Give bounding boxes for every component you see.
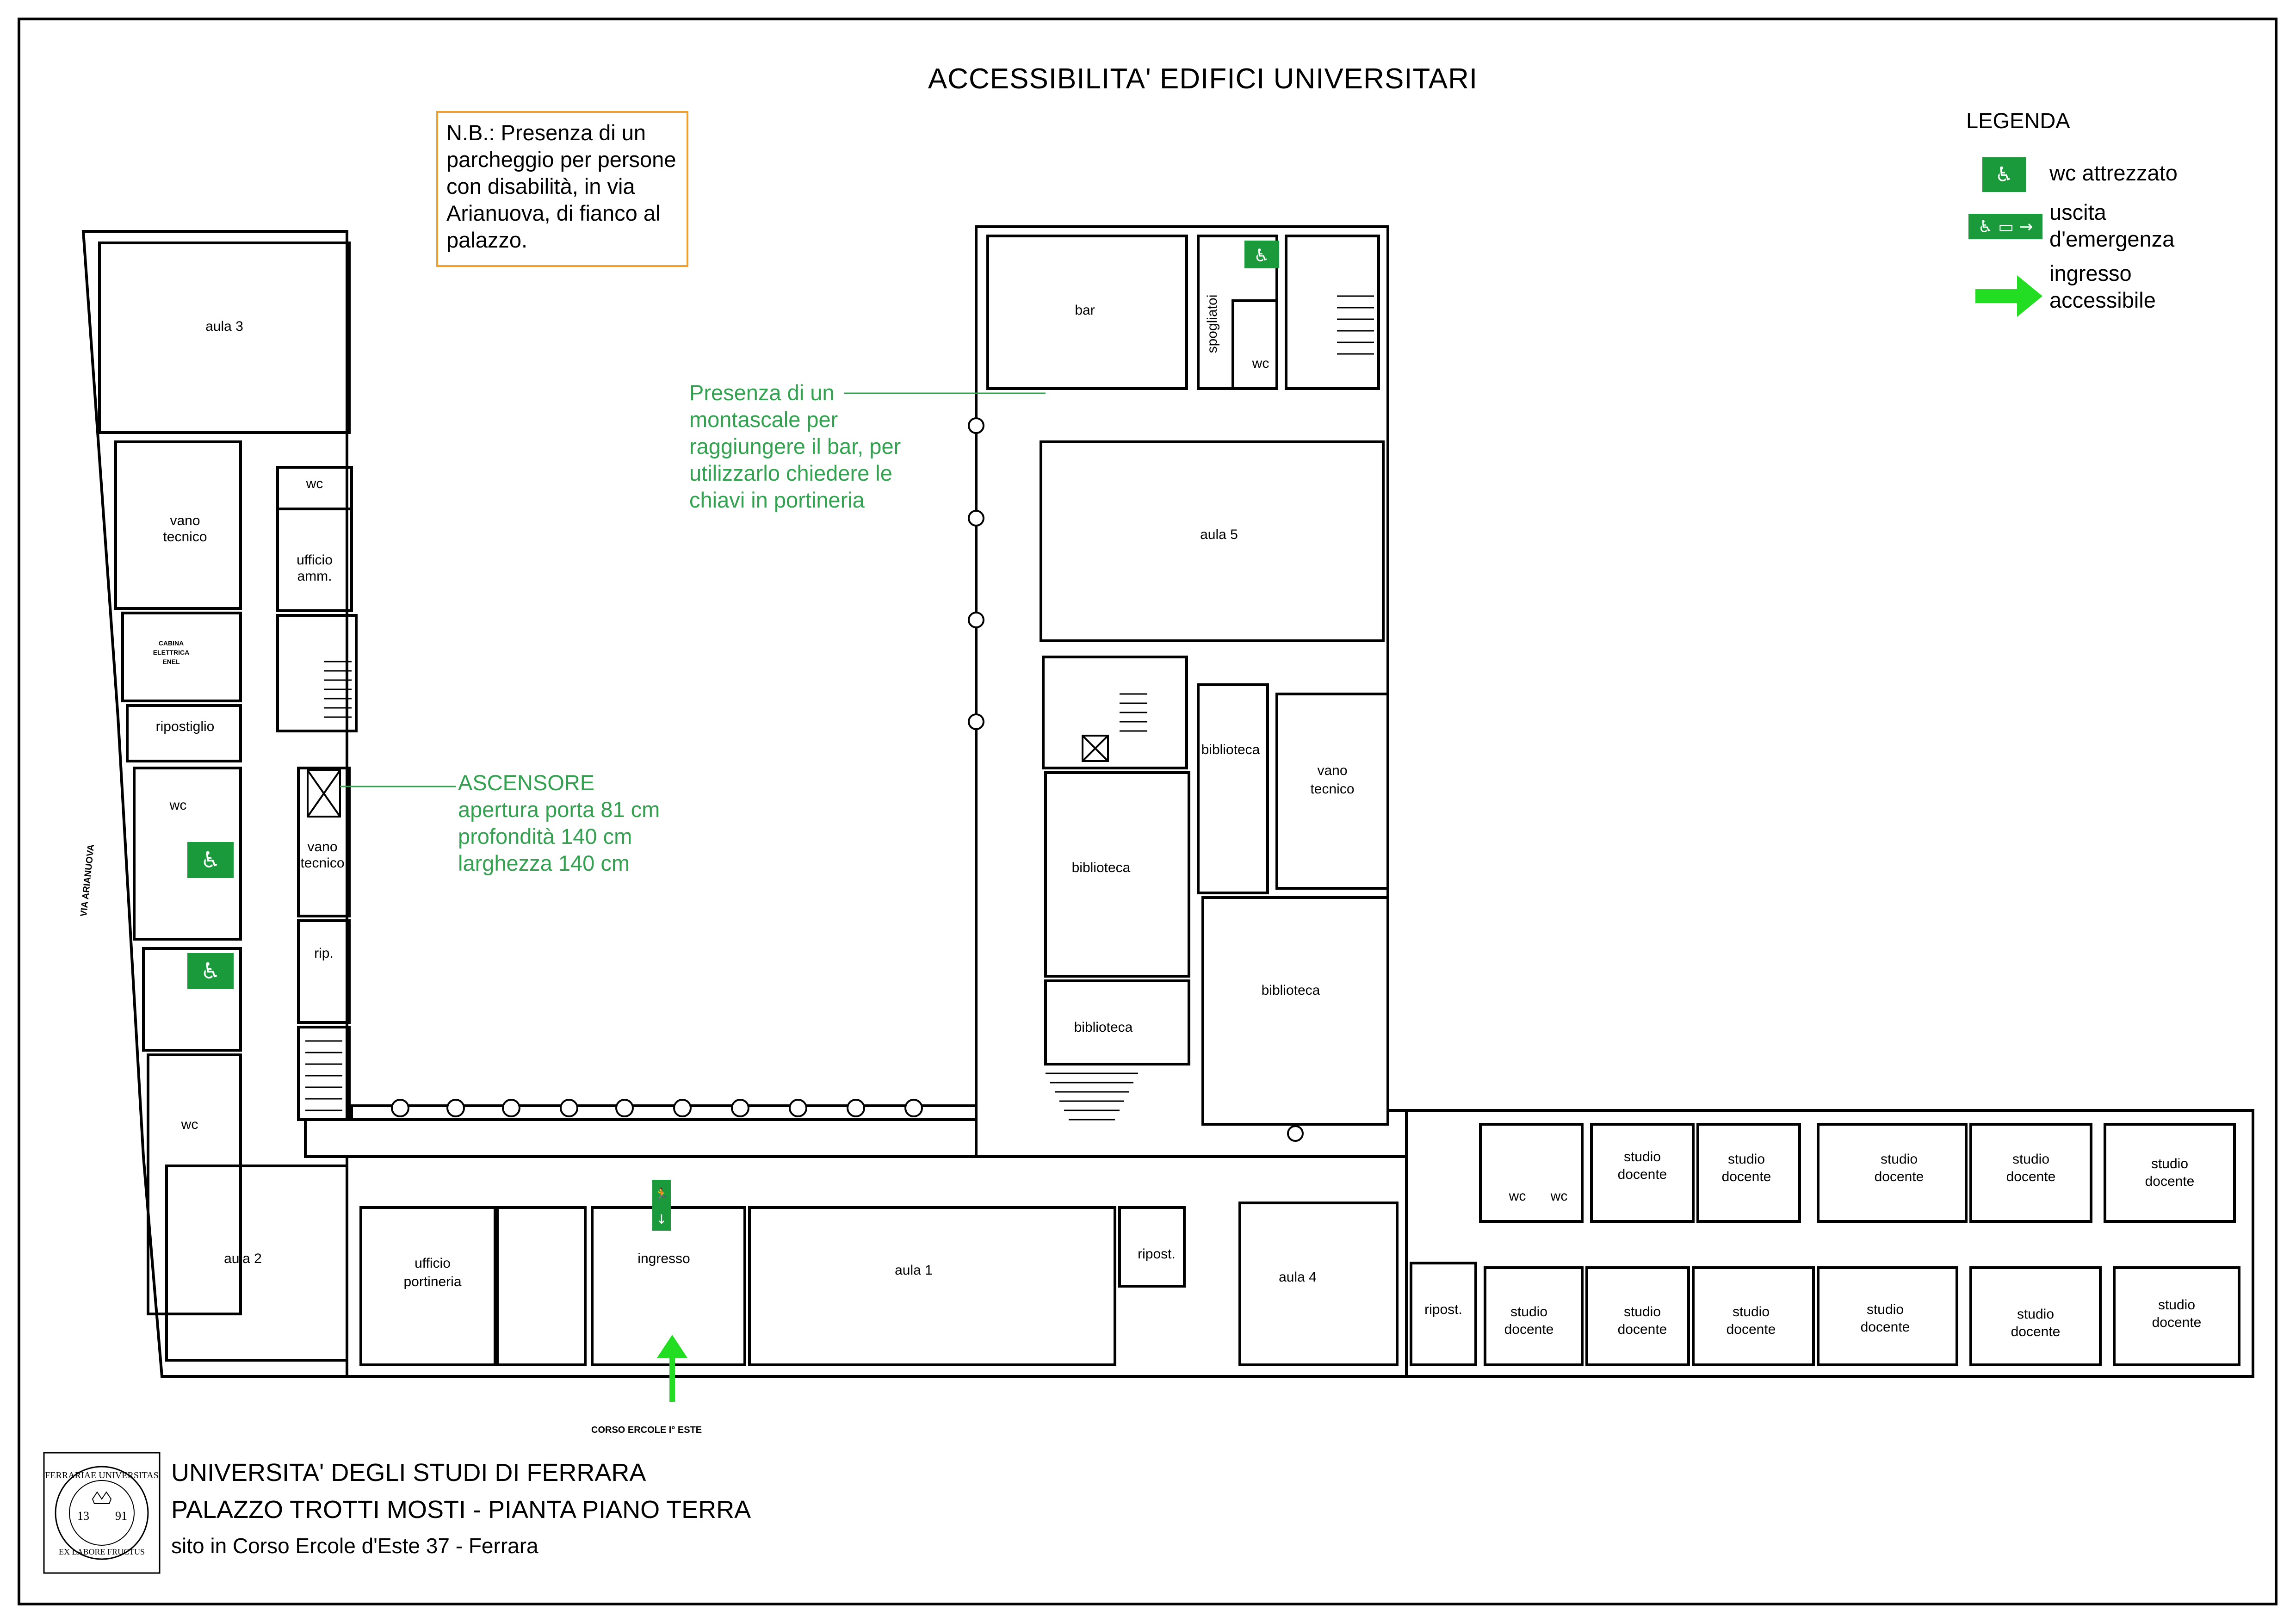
seal-bottom-text: EX LABORE FRUCTUS xyxy=(58,1547,145,1556)
biblioteca-4-room xyxy=(1203,898,1388,1124)
wheelchair-icon: ♿ xyxy=(200,847,221,873)
room-label-studio: studio xyxy=(2012,1152,2050,1167)
wheelchair-icon: ♿ xyxy=(1253,245,1270,266)
elevator-note-line: apertura porta 81 cm xyxy=(458,797,660,822)
seal-year-right: 91 xyxy=(115,1509,127,1523)
page-title: ACCESSIBILITA' EDIFICI UNIVERSITARI xyxy=(928,63,1478,95)
room-label-aula4: aula 4 xyxy=(1279,1270,1317,1285)
room-label-biblioteca: biblioteca xyxy=(1201,742,1260,757)
room-label-docente: docente xyxy=(1721,1169,1771,1184)
room-label-portineria: ufficio xyxy=(415,1256,451,1271)
column-icon xyxy=(732,1100,749,1116)
arrow-down-icon: ↓ xyxy=(656,1212,667,1227)
exit-arrow-icon: ♿ ▭ → xyxy=(1978,217,2033,236)
stair-room-north xyxy=(1286,236,1379,389)
legend-icons xyxy=(1968,157,2042,317)
stairs-south-center xyxy=(1046,1073,1138,1120)
center-block-outline xyxy=(976,227,1406,1157)
room-label-wc: wc xyxy=(181,1117,198,1132)
footer-university: UNIVERSITA' DEGLI STUDI DI FERRARA xyxy=(171,1459,646,1487)
walls xyxy=(83,227,2253,1376)
column-icon xyxy=(447,1100,464,1116)
column-icon xyxy=(969,418,984,433)
south-wing-outline xyxy=(347,1157,1406,1376)
room-label-docente: docente xyxy=(2152,1315,2202,1330)
room-label-vano-tecnico-3: vano xyxy=(1317,763,1348,778)
room-label-vano-tecnico-3: tecnico xyxy=(1310,781,1355,797)
column-icon xyxy=(561,1100,577,1116)
cabina-room xyxy=(123,613,241,701)
room-label-docente: docente xyxy=(1617,1167,1667,1182)
room-labels xyxy=(153,295,2202,1339)
wheelchair-icon: ♿ xyxy=(1995,163,2013,186)
aula3-room xyxy=(99,243,349,433)
elevator-note-line: profondità 140 cm xyxy=(458,824,632,849)
column-icon xyxy=(674,1100,691,1116)
room-label-vano-tecnico-1: tecnico xyxy=(163,529,207,545)
elevator-west-cross-icon xyxy=(308,770,340,817)
column-icon xyxy=(616,1100,633,1116)
room-label-ripostiglio: ripostiglio xyxy=(155,719,215,734)
room-label-studio: studio xyxy=(2017,1307,2055,1322)
stairs-southwest xyxy=(305,1041,342,1110)
parking-note: N.B.: Presenza di un parcheggio per persone con disabilità, in via Arianuova, di fianco al palazzo. xyxy=(436,111,688,267)
elevator-note-line: ASCENSORE xyxy=(458,770,595,795)
aula1-room xyxy=(749,1208,1115,1365)
room-label-wc: wc xyxy=(1550,1189,1568,1204)
legend-entrance-label-2: accessibile xyxy=(2049,288,2156,312)
room-label-docente: docente xyxy=(1860,1319,1910,1335)
room-label-docente: docente xyxy=(2145,1174,2195,1189)
legend-wc-label: wc attrezzato xyxy=(2049,161,2178,185)
room-label-ufficio-amm: amm. xyxy=(297,569,332,584)
stairs xyxy=(305,296,1374,1120)
room-label-ufficio-amm: ufficio xyxy=(297,552,333,568)
room-label-ingresso: ingresso xyxy=(637,1251,690,1266)
legend-entrance-arrow-icon xyxy=(1975,275,2042,317)
legend-exit-label-1: uscita xyxy=(2049,200,2106,224)
elevators xyxy=(308,736,1108,817)
stairs-center xyxy=(1120,694,1147,731)
room-label-studio: studio xyxy=(1510,1304,1548,1319)
room-label-vano-tecnico-1: vano xyxy=(170,513,200,528)
room-label-bar: bar xyxy=(1075,303,1095,318)
room-label-spogliatoi: spogliatoi xyxy=(1205,294,1220,353)
elevator-note-line: larghezza 140 cm xyxy=(458,851,630,875)
footer-address: sito in Corso Ercole d'Este 37 - Ferrara xyxy=(171,1534,538,1558)
room-label-docente: docente xyxy=(2011,1324,2061,1339)
note-leaders xyxy=(340,393,1046,787)
room-label-cabina: CABINA xyxy=(158,639,184,647)
stairlift-note-line: Presenza di un xyxy=(689,380,835,405)
room-label-studio: studio xyxy=(2158,1297,2196,1313)
room-label-aula1: aula 1 xyxy=(895,1263,933,1278)
room-label-vano-tecnico-2: vano xyxy=(307,839,338,855)
elevator-center-cross-icon xyxy=(1083,736,1108,761)
room-label-studio: studio xyxy=(1732,1304,1770,1319)
wc-n-room xyxy=(1233,301,1277,389)
running-person-icon: 🏃 xyxy=(654,1188,669,1202)
room-label-aula3: aula 3 xyxy=(205,319,243,334)
portico-strip xyxy=(352,1106,976,1120)
room-label-rip: rip. xyxy=(314,946,334,961)
stairlift-note-line: montascale per xyxy=(689,407,838,432)
room-label-docente: docente xyxy=(2006,1169,2056,1184)
room-label-studio: studio xyxy=(1727,1152,1765,1167)
lift-room-center xyxy=(1043,657,1187,768)
room-label-wc: wc xyxy=(1252,356,1269,371)
rip-room xyxy=(298,921,349,1022)
room-label-ripost: ripost. xyxy=(1424,1302,1462,1317)
footer-building: PALAZZO TROTTI MOSTI - PIANTA PIANO TERRA xyxy=(171,1496,751,1524)
small-room-south xyxy=(497,1208,585,1365)
room-label-studio: studio xyxy=(1623,1149,1661,1165)
room-label-wc: wc xyxy=(1509,1189,1526,1204)
seal-top-text: FERRARIAE UNIVERSITAS xyxy=(45,1470,159,1481)
stairlift-note-line: raggiungere il bar, per xyxy=(689,434,901,458)
stairlift-note-line: utilizzarlo chiedere le xyxy=(689,461,892,485)
wc-e-room xyxy=(1480,1124,1582,1221)
stair-room-west xyxy=(278,615,356,731)
entrance-arrow-icon xyxy=(657,1335,687,1402)
room-label-studio: studio xyxy=(1866,1302,1904,1317)
columns xyxy=(392,418,1303,1141)
room-label-cabina: ELETTRICA xyxy=(153,649,190,656)
room-label-studio: studio xyxy=(2151,1156,2189,1171)
seal-year-left: 13 xyxy=(77,1509,89,1523)
accessible-entrance xyxy=(657,1335,687,1402)
aula4-room xyxy=(1240,1203,1397,1365)
studio-room xyxy=(2105,1124,2234,1221)
room-label-biblioteca: biblioteca xyxy=(1071,860,1131,875)
street-label-west: VIA ARIANUOVA xyxy=(79,843,97,917)
column-icon xyxy=(503,1100,520,1116)
room-label-cabina: ENEL xyxy=(162,658,180,665)
room-label-ripost: ripost. xyxy=(1138,1246,1176,1262)
column-icon xyxy=(969,511,984,526)
stairs-north xyxy=(1337,296,1374,354)
room-label-biblioteca: biblioteca xyxy=(1074,1020,1133,1035)
room-label-docente: docente xyxy=(1617,1322,1667,1337)
legend-exit-label-2: d'emergenza xyxy=(2049,227,2175,251)
column-icon xyxy=(969,714,984,729)
wheelchair-icon: ♿ xyxy=(200,958,221,984)
room-label-vano-tecnico-2: tecnico xyxy=(300,855,345,871)
room-label-wc: wc xyxy=(169,798,187,813)
room-label-aula2: aula 2 xyxy=(224,1251,262,1266)
room-label-studio: studio xyxy=(1880,1152,1918,1167)
column-icon xyxy=(1288,1126,1303,1141)
room-label-studio: studio xyxy=(1623,1304,1661,1319)
street-label-south: CORSO ERCOLE I° ESTE xyxy=(591,1425,702,1435)
legend-title: LEGENDA xyxy=(1966,108,2070,133)
room-label-docente: docente xyxy=(1726,1322,1776,1337)
column-icon xyxy=(905,1100,922,1116)
biblioteca-1-room xyxy=(1198,685,1268,893)
column-icon xyxy=(969,613,984,627)
room-label-wc: wc xyxy=(306,476,323,491)
university-seal xyxy=(44,1453,160,1573)
emergency-exit-sign-plan xyxy=(652,1180,671,1231)
room-label-docente: docente xyxy=(1504,1322,1554,1337)
legend-entrance-label-1: ingresso xyxy=(2049,261,2132,285)
wc-w3-room xyxy=(148,1055,241,1314)
column-icon xyxy=(790,1100,806,1116)
room-label-aula5: aula 5 xyxy=(1200,527,1238,542)
room-label-biblioteca: biblioteca xyxy=(1261,983,1320,998)
room-label-portineria: portineria xyxy=(403,1274,462,1289)
stairlift-note-line: chiavi in portineria xyxy=(689,488,865,512)
column-icon xyxy=(848,1100,864,1116)
column-icon xyxy=(392,1100,408,1116)
room-label-docente: docente xyxy=(1874,1169,1924,1184)
